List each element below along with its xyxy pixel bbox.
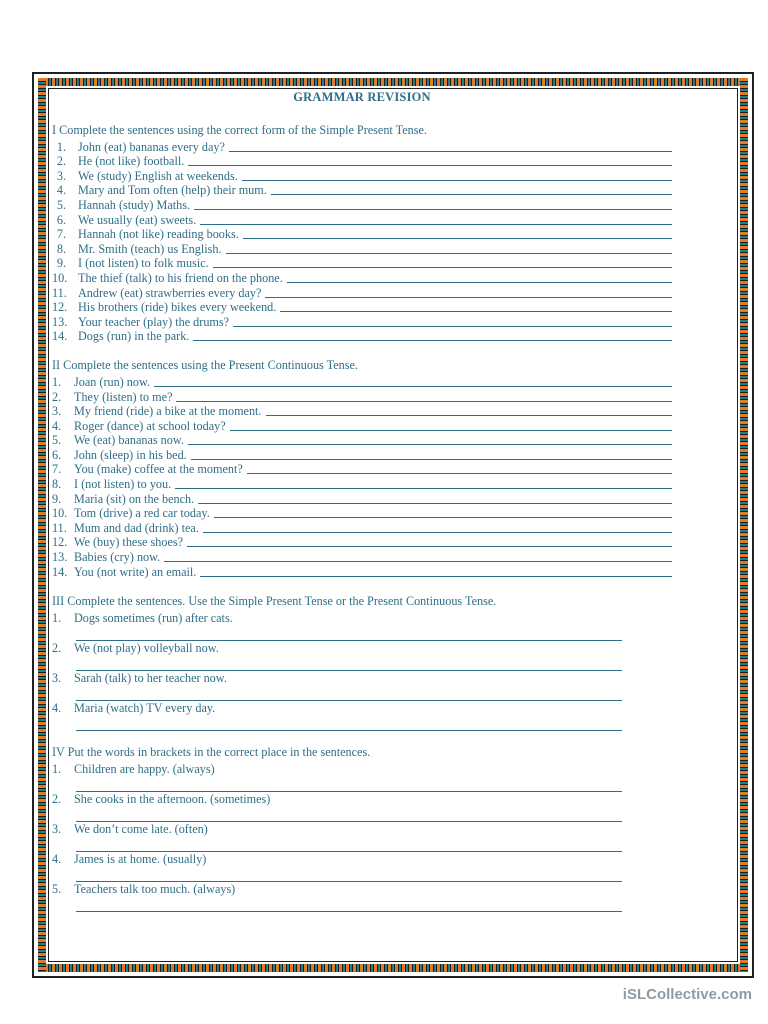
exercise-number: 1. <box>52 610 62 625</box>
answer-blank[interactable] <box>198 503 672 504</box>
answer-blank[interactable] <box>76 807 622 822</box>
answer-blank[interactable] <box>203 532 672 533</box>
answer-blank[interactable] <box>76 897 622 912</box>
exercise-prompt <box>52 762 672 777</box>
exercise-row <box>52 169 672 184</box>
exercise-text: Hannah (not like) reading books. <box>78 227 239 242</box>
exercise-row <box>52 140 672 155</box>
exercise-item <box>52 852 672 882</box>
exercise-number: 2. <box>52 791 62 806</box>
exercise-number: 3. <box>52 821 62 836</box>
exercise-item <box>52 822 672 852</box>
exercise-number: 2. <box>56 154 66 169</box>
exercise-text: Andrew (eat) strawberries every day? <box>78 285 262 300</box>
exercise-prompt <box>52 671 672 686</box>
answer-blank[interactable] <box>188 165 672 166</box>
exercise-text: Hannah (study) Maths. <box>78 197 191 212</box>
exercise-row <box>52 286 672 301</box>
exercise-number: 11. <box>52 285 67 300</box>
answer-blank[interactable] <box>76 626 622 641</box>
exercise-row <box>52 434 672 449</box>
exercise-number: 13. <box>52 550 68 565</box>
exercise-text: Mum and dad (drink) tea. <box>74 520 199 535</box>
answer-blank[interactable] <box>194 209 672 210</box>
exercise-row <box>52 242 672 257</box>
exercise-row <box>52 228 672 243</box>
exercise-number: 3. <box>52 404 62 419</box>
exercise-row <box>52 405 672 420</box>
answer-blank[interactable] <box>233 326 672 327</box>
exercise-number: 8. <box>56 241 66 256</box>
exercise-row <box>52 419 672 434</box>
section-heading: III Complete the sentences. Use the Simple Present Tense or the Present Continuous Tense. <box>52 593 497 608</box>
answer-blank[interactable] <box>213 267 672 268</box>
exercise-number: 5. <box>52 433 62 448</box>
exercise-text: John (eat) bananas every day? <box>78 139 225 154</box>
exercise-row <box>52 536 672 551</box>
answer-blank[interactable] <box>76 837 622 852</box>
section-simple-present <box>52 123 672 344</box>
exercise-number: 3. <box>52 670 62 685</box>
exercise-text: We (study) English at weekends. <box>78 168 238 183</box>
exercise-row <box>52 155 672 170</box>
exercise-number: 9. <box>56 256 66 271</box>
exercise-item <box>52 882 672 912</box>
exercise-text: Tom (drive) a red car today. <box>74 506 210 521</box>
exercise-number: 14. <box>52 564 68 579</box>
exercise-row <box>52 463 672 478</box>
exercise-number: 6. <box>52 447 62 462</box>
exercise-text: Mary and Tom often (help) their mum. <box>78 183 267 198</box>
answer-blank[interactable] <box>176 401 672 402</box>
exercise-prompt <box>52 852 672 867</box>
answer-blank[interactable] <box>230 430 672 431</box>
answer-blank[interactable] <box>76 716 622 731</box>
exercise-list <box>52 762 672 912</box>
exercise-number: 7. <box>56 227 66 242</box>
exercise-text: Babies (cry) now. <box>74 550 161 565</box>
exercise-text: They (listen) to me? <box>74 389 173 404</box>
answer-blank[interactable] <box>214 517 672 518</box>
border-strip-right <box>740 78 748 972</box>
answer-blank[interactable] <box>280 311 672 312</box>
exercise-item <box>52 792 672 822</box>
exercise-number: 2. <box>52 640 62 655</box>
exercise-number: 8. <box>52 477 62 492</box>
exercise-text: We don’t come late. (often) <box>74 821 208 836</box>
exercise-number: 5. <box>56 197 66 212</box>
section-heading: I Complete the sentences using the correct form of the Simple Present Tense. <box>52 123 427 137</box>
exercise-list <box>52 611 672 731</box>
exercise-text: Your teacher (play) the drums? <box>78 314 230 329</box>
section-adverbs <box>52 745 672 912</box>
exercise-row <box>52 477 672 492</box>
exercise-text: Maria (sit) on the bench. <box>74 491 195 506</box>
exercise-text: Children are happy. (always) <box>74 761 215 776</box>
exercise-text: We (not play) volleyball now. <box>74 640 219 655</box>
worksheet-title: GRAMMAR REVISION <box>293 90 431 104</box>
exercise-row <box>52 507 672 522</box>
exercise-item <box>52 762 672 792</box>
exercise-row <box>52 448 672 463</box>
answer-blank[interactable] <box>200 224 672 225</box>
exercise-text: You (not write) an email. <box>74 564 197 579</box>
exercise-row <box>52 521 672 536</box>
answer-blank[interactable] <box>187 546 672 547</box>
exercise-number: 1. <box>52 761 62 776</box>
exercise-number: 13. <box>52 314 68 329</box>
exercise-text: Dogs (run) in the park. <box>78 329 190 344</box>
answer-blank[interactable] <box>76 777 622 792</box>
exercise-text: You (make) coffee at the moment? <box>74 462 243 477</box>
border-strip-bottom <box>38 964 748 972</box>
exercise-row <box>52 550 672 565</box>
exercise-number: 2. <box>52 389 62 404</box>
exercise-row <box>52 301 672 316</box>
border-strip-top <box>38 78 748 86</box>
exercise-item <box>52 641 672 671</box>
answer-blank[interactable] <box>265 297 672 298</box>
answer-blank[interactable] <box>193 340 672 341</box>
exercise-text: Sarah (talk) to her teacher now. <box>74 670 227 685</box>
exercise-number: 6. <box>56 212 66 227</box>
exercise-text: John (sleep) in his bed. <box>74 447 187 462</box>
exercise-number: 10. <box>52 270 68 285</box>
section-present-continuous <box>52 358 672 579</box>
exercise-text: His brothers (ride) bikes every weekend. <box>78 300 277 315</box>
exercise-number: 10. <box>52 506 68 521</box>
section-spacer <box>52 731 672 745</box>
exercise-prompt <box>52 822 672 837</box>
answer-blank[interactable] <box>243 238 672 239</box>
exercise-number: 11. <box>52 520 67 535</box>
answer-blank[interactable] <box>226 253 672 254</box>
exercise-text: Maria (watch) TV every day. <box>74 700 216 715</box>
exercise-text: Roger (dance) at school today? <box>74 418 226 433</box>
exercise-text: Teachers talk too much. (always) <box>74 881 236 896</box>
exercise-number: 7. <box>52 462 62 477</box>
exercise-row <box>52 390 672 405</box>
exercise-row <box>52 565 672 580</box>
exercise-row <box>52 492 672 507</box>
section-heading: IV Put the words in brackets in the correct place in the sentences. <box>52 744 371 759</box>
exercise-text: We (buy) these shoes? <box>74 535 184 550</box>
exercise-row <box>52 213 672 228</box>
section-mixed-tenses <box>52 594 672 731</box>
exercise-number: 14. <box>52 329 68 344</box>
exercise-text: I (not listen) to folk music. <box>78 256 209 271</box>
section-heading: II Complete the sentences using the Present Continuous Tense. <box>52 358 358 373</box>
answer-blank[interactable] <box>154 386 672 387</box>
exercise-row <box>52 375 672 390</box>
exercise-text: My friend (ride) a bike at the moment. <box>74 404 262 419</box>
exercise-number: 4. <box>56 183 66 198</box>
exercise-row <box>52 330 672 345</box>
exercise-number: 9. <box>52 491 62 506</box>
exercise-prompt <box>52 792 672 807</box>
answer-blank[interactable] <box>247 473 672 474</box>
exercise-row <box>52 315 672 330</box>
answer-blank[interactable] <box>164 561 672 562</box>
answer-blank[interactable] <box>76 656 622 671</box>
answer-blank[interactable] <box>271 194 672 195</box>
exercise-text: She cooks in the afternoon. (sometimes) <box>74 791 271 806</box>
watermark-logo: iSLCollective.com <box>622 986 752 1003</box>
exercise-item <box>52 671 672 701</box>
exercise-row <box>52 184 672 199</box>
answer-blank[interactable] <box>229 151 672 152</box>
answer-blank[interactable] <box>76 867 622 882</box>
exercise-row <box>52 271 672 286</box>
exercise-prompt <box>52 641 672 656</box>
answer-blank[interactable] <box>242 180 672 181</box>
answer-blank[interactable] <box>175 488 672 489</box>
exercise-item <box>52 701 672 731</box>
exercise-list <box>52 375 672 579</box>
section-spacer <box>52 344 672 358</box>
border-strip-left <box>38 78 46 972</box>
exercise-item <box>52 611 672 641</box>
exercise-prompt <box>52 882 672 897</box>
exercise-number: 4. <box>52 700 62 715</box>
answer-blank[interactable] <box>76 686 622 701</box>
exercise-prompt <box>52 611 672 626</box>
exercise-text: We usually (eat) sweets. <box>78 212 197 227</box>
section-spacer <box>52 580 672 594</box>
answer-blank[interactable] <box>266 415 673 416</box>
exercise-number: 12. <box>52 300 68 315</box>
exercise-text: We (eat) bananas now. <box>74 433 184 448</box>
exercise-number: 4. <box>52 851 62 866</box>
exercise-text: James is at home. (usually) <box>74 851 207 866</box>
exercise-number: 12. <box>52 535 68 550</box>
exercise-text: Dogs sometimes (run) after cats. <box>74 610 233 625</box>
exercise-text: I (not listen) to you. <box>74 477 172 492</box>
exercise-number: 3. <box>56 168 66 183</box>
exercise-text: Joan (run) now. <box>74 374 151 389</box>
answer-blank[interactable] <box>287 282 672 283</box>
exercise-number: 1. <box>52 374 62 389</box>
exercise-number: 1. <box>56 139 66 154</box>
worksheet-content <box>52 90 672 912</box>
exercise-row <box>52 257 672 272</box>
exercise-number: 5. <box>52 881 62 896</box>
exercise-text: He (not like) football. <box>78 154 185 169</box>
exercise-prompt <box>52 701 672 716</box>
exercise-text: Mr. Smith (teach) us English. <box>78 241 222 256</box>
exercise-list <box>52 140 672 344</box>
exercise-number: 4. <box>52 418 62 433</box>
exercise-text: The thief (talk) to his friend on the phone. <box>78 270 283 285</box>
exercise-row <box>52 198 672 213</box>
answer-blank[interactable] <box>200 576 672 577</box>
answer-blank[interactable] <box>188 444 672 445</box>
answer-blank[interactable] <box>191 459 672 460</box>
